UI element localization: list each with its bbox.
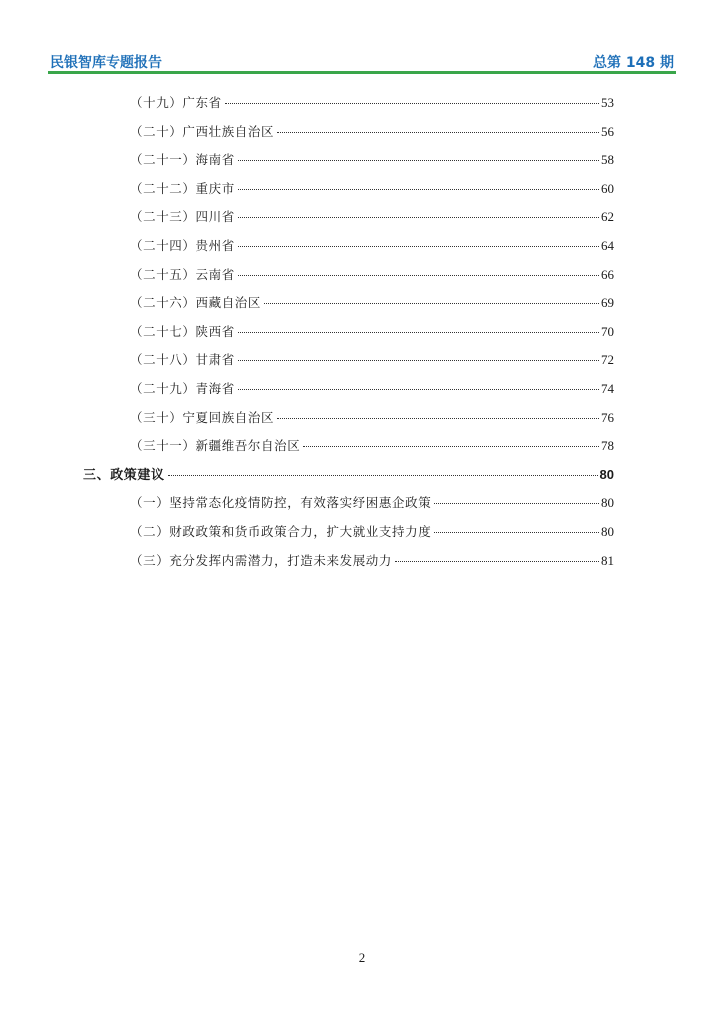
toc-entry-label: （十九）广东省 — [130, 95, 222, 110]
toc-dot-leader — [277, 131, 599, 133]
toc-entry-page: 66 — [601, 266, 614, 282]
toc-entry-page: 80 — [601, 495, 614, 511]
toc-entry-label: （二十）广西壮族自治区 — [130, 123, 275, 139]
header-divider — [48, 71, 676, 74]
toc-entry[interactable] — [130, 494, 614, 512]
toc-entry-label: （二十一）海南省 — [130, 152, 235, 168]
toc-entry-page: 53 — [601, 95, 614, 110]
toc-entry-label: （二十七）陕西省 — [130, 323, 235, 339]
toc-entry-page: 56 — [601, 123, 614, 139]
toc-dot-leader — [395, 560, 599, 562]
toc-dot-leader — [238, 274, 599, 276]
toc-dot-leader — [168, 474, 598, 476]
report-series-title: 民银智库专题报告 — [50, 55, 162, 71]
toc-dot-leader — [303, 445, 599, 447]
toc-entry-label: （二）财政政策和货币政策合力，扩大就业支持力度 — [130, 524, 432, 539]
toc-entry-label: 三、政策建议 — [83, 467, 165, 483]
toc-entry-label: （二十八）甘肃省 — [130, 352, 235, 368]
toc-entry[interactable] — [130, 351, 614, 369]
toc-entry-page: 80 — [599, 466, 614, 482]
toc-entry[interactable] — [130, 151, 614, 169]
toc-section-entry[interactable] — [83, 466, 614, 484]
page-number: 2 — [358, 950, 366, 965]
toc-entry[interactable] — [130, 294, 614, 312]
toc-entry[interactable] — [130, 180, 614, 198]
toc-entry-label: （二十九）青海省 — [130, 381, 235, 396]
toc-entry[interactable] — [130, 409, 614, 427]
toc-entry-label: （三十）宁夏回族自治区 — [130, 409, 275, 425]
toc-entry-page: 72 — [601, 352, 614, 368]
toc-entry[interactable] — [130, 208, 614, 226]
toc-entry-page: 80 — [601, 524, 614, 539]
toc-entry-page: 81 — [601, 552, 614, 568]
toc-entry[interactable] — [130, 552, 614, 570]
toc-entry-page: 76 — [601, 409, 614, 425]
toc-dot-leader — [238, 245, 599, 247]
toc-dot-leader — [434, 531, 599, 533]
toc-dot-leader — [238, 188, 599, 190]
toc-entry-label: （二十六）西藏自治区 — [130, 295, 262, 311]
toc-entry-label: （三十一）新疆维吾尔自治区 — [130, 438, 301, 454]
toc-dot-leader — [238, 388, 599, 390]
toc-entry[interactable] — [130, 123, 614, 141]
toc-entry[interactable] — [130, 94, 614, 112]
toc-entry[interactable] — [130, 380, 614, 398]
toc-dot-leader — [238, 359, 599, 361]
toc-entry-label: （三）充分发挥内需潜力，打造未来发展动力 — [130, 552, 393, 568]
toc-entry[interactable] — [130, 437, 614, 455]
toc-entry[interactable] — [130, 523, 614, 541]
toc-entry-label: （二十二）重庆市 — [130, 180, 235, 196]
toc-entry-label: （二十四）贵州省 — [130, 238, 235, 253]
toc-dot-leader — [264, 302, 599, 304]
toc-dot-leader — [225, 102, 599, 104]
toc-entry-page: 78 — [601, 438, 614, 454]
toc-entry-page: 60 — [601, 180, 614, 196]
toc-entry[interactable] — [130, 266, 614, 284]
toc-entry-page: 69 — [601, 295, 614, 311]
toc-entry-page: 58 — [601, 152, 614, 168]
toc-entry[interactable] — [130, 237, 614, 255]
toc-dot-leader — [238, 216, 599, 218]
toc-dot-leader — [277, 417, 599, 419]
toc-dot-leader — [238, 331, 599, 333]
toc-entry-page: 62 — [601, 209, 614, 225]
toc-entry-label: （一）坚持常态化疫情防控，有效落实纾困惠企政策 — [130, 495, 432, 511]
toc-entry-page: 74 — [601, 381, 614, 396]
toc-entry-page: 70 — [601, 323, 614, 339]
toc-entry-label: （二十五）云南省 — [130, 266, 235, 282]
toc-entry-page: 64 — [601, 238, 614, 253]
toc-entry[interactable] — [130, 323, 614, 341]
toc-dot-leader — [434, 502, 599, 504]
toc-dot-leader — [238, 159, 599, 161]
toc-entry-label: （二十三）四川省 — [130, 209, 235, 225]
issue-number: 总第 148 期 — [593, 55, 674, 71]
report-header — [48, 52, 676, 72]
